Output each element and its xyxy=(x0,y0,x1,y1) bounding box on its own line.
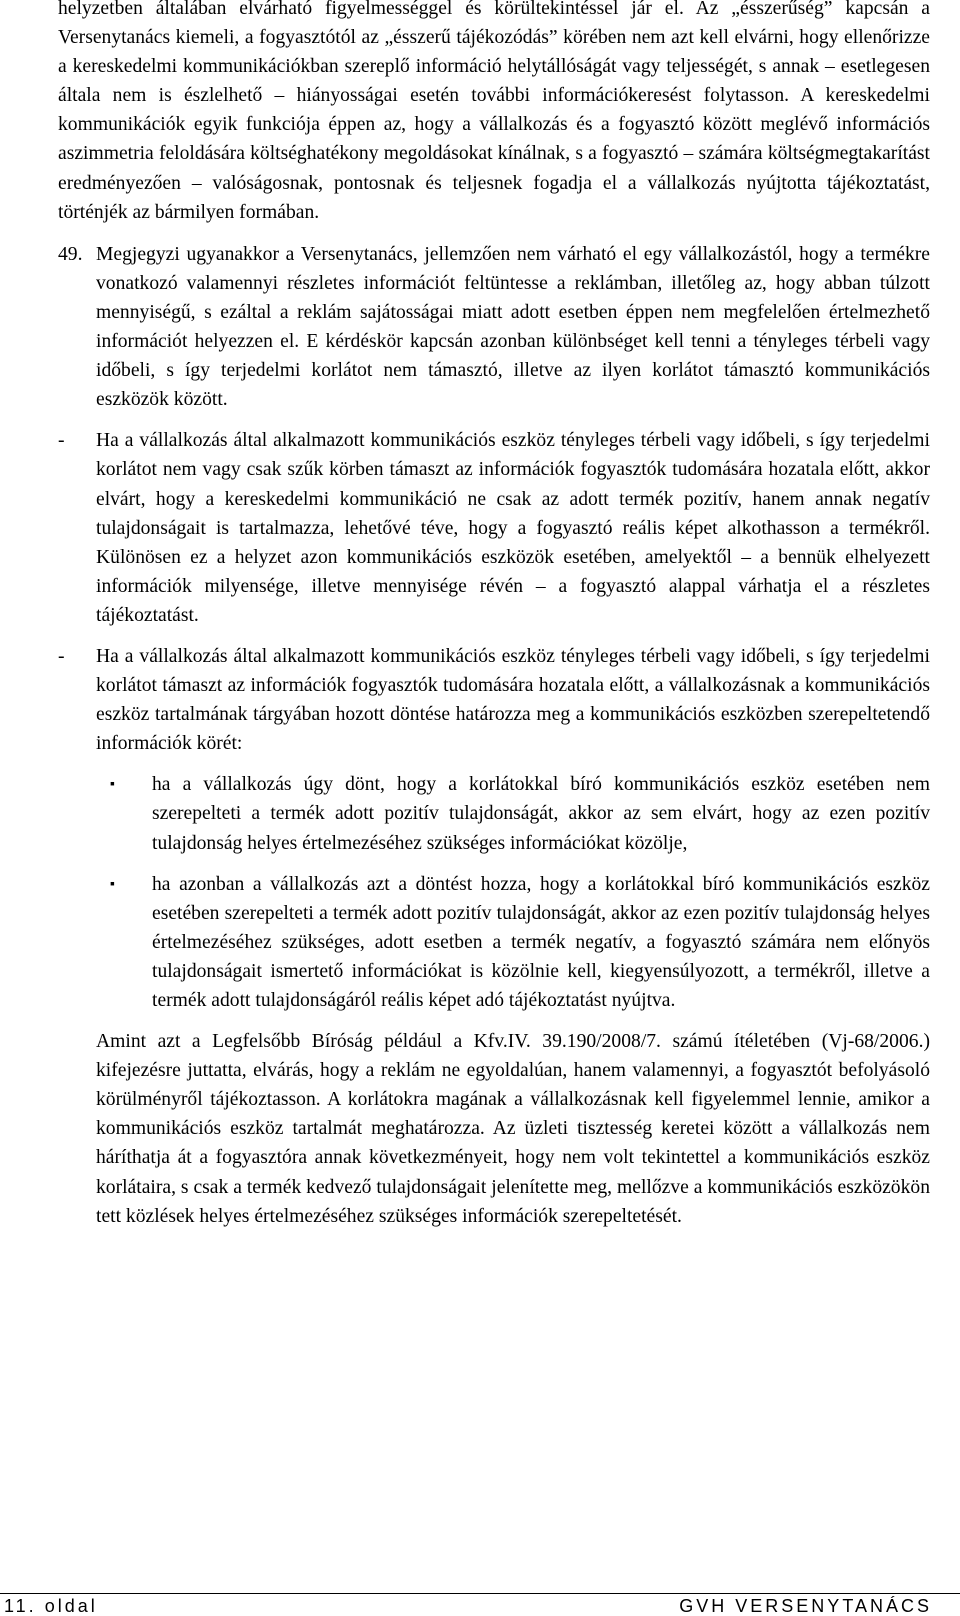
bullet-item-text: ha a vállalkozás úgy dönt, hogy a korlátokkal bíró kommunikációs eszköz esetében nem szerepelteti a termék adott pozitív tulajdonságát, akkor az sem elvárt, hogy az ezen pozitív tulajdonság helyes értelmezéséhez szükséges információkat közölje, xyxy=(152,774,930,854)
bullet-list-item xyxy=(58,770,930,857)
continued-paragraph: helyzetben általában elvárható figyelmességgel és körültekintéssel jár el. Az „ésszerűség” kapcsán a Versenytanács kiemeli, a fogyasztótól az „ésszerű tájékozódás” körében nem azt kell elvárni, hogy ellenőrizze a kereskedelmi kommunikációkban szereplő információ helytállóságát vagy teljességét, s annak – esetlegesen általa nem is észlelhető – hiányosságai esetén további információkeresést folytasson. A kereskedelmi kommunikációk egyik funkciója éppen az, hogy a vállalkozás és a fogyasztó között meglévő információs aszimmetria feloldására költséghatékony megoldásokat kínálnak, s a fogyasztó – számára költségmegtakarítást eredményezően – valóságosnak, pontosnak és teljesnek fogadja el a vállalkozás nyújtotta tájékoztatást, történjék az bármilyen formában. xyxy=(58,0,930,223)
dash-item-text: Ha a vállalkozás által alkalmazott kommunikációs eszköz tényleges térbeli vagy időbeli, s így terjedelmi korlátot nem vagy csak szűk körben támaszt az információk fogyasztók tudomására hozatala előtt, akkor elvárt, hogy a kereskedelmi kommunikáció ne csak az adott termék pozitív, hanem annak negatív tulajdonságait is tartalmazza, lehetővé téve, hogy a fogyasztó reális képet alkothasson a termékről. Különösen ez a helyzet azon kommunikációs eszközök esetében, amelyektől – a bennük elhelyezett információk milyensége, illetve mennyisége révén – a fogyasztó alappal várhatja el a részletes tájékoztatást. xyxy=(96,430,930,626)
bullet-item-text: ha azonban a vállalkozás azt a döntést hozza, hogy a korlátokkal bíró kommunikációs eszköz esetében szerepelteti a termék adott pozitív tulajdonságát, akkor az ezen pozitív tulajdonság helyes értelmezéséhez szükséges, adott esetben a termék negatív, a fogyasztó számára nem előnyös tulajdonságait ismertető információkat is közölnie kell, kiegyensúlyozott, a termékről, illetve a termék adott tulajdonságáról reális képet adó tájékoztatást nyújtva. xyxy=(152,873,930,1011)
footer-divider xyxy=(0,1593,960,1594)
organization-name: GVH VERSENYTANÁCS xyxy=(679,1596,932,1616)
dash-list-item xyxy=(58,642,930,758)
dash-list-item xyxy=(58,426,930,630)
page-footer xyxy=(4,1596,932,1616)
bullet-list-item xyxy=(58,870,930,1015)
square-bullet-icon: ▪ xyxy=(110,777,115,793)
dash-item-text: Ha a vállalkozás által alkalmazott kommunikációs eszköz tényleges térbeli vagy időbeli, s így terjedelmi korlátot támaszt az információk fogyasztók tudomására hozatala előtt, a vállalkozásnak a kommunikációs eszköz tartalmának tárgyában hozott döntése határozza meg a kommunikációs eszközben szerepeltetendő információk körét: xyxy=(96,645,930,755)
dash-marker: - xyxy=(58,430,65,452)
closing-paragraph: Amint azt a Legfelsőbb Bíróság például a Kfv.IV. 39.190/2008/7. számú ítéletében (Vj-68/2006.) kifejezésre juttatta, elvárás, hogy a reklám ne egyoldalúan, hanem valamennyi, a fogyasztót befolyásoló körülményről tájékoztasson. A korlátokra magának a vállalkozásnak kell figyelemmel lennie, amikor a kommunikációs eszköz tartalmát meghatározza. Az üzleti tisztesség keretei között a vállalkozás nem háríthatja át a fogyasztóra annak következményeit, hogy nem volt tekintettel a kommunikációs eszköz korlátaira, s csak a termék kedvező tulajdonságait jelenítette meg, mellőzve a kommunikációs eszközökön tett közlések helyes értelmezéséhez szükséges információk szerepeltetését. xyxy=(96,1031,930,1227)
page-number: 11. oldal xyxy=(4,1596,98,1616)
paragraph-text: Megjegyzi ugyanakkor a Versenytanács, jellemzően nem várható el egy vállalkozástól, hogy a termékre vonatkozó valamennyi részletes információt feltüntesse a reklámban, illetőleg az, hogy abban túlzott mennyiségű, s ezáltal a reklám sajátosságai miatt adott esetben éppen nem megfelelően értelmezhető információt helyezzen el. E kérdéskör kapcsán azonban különbséget kell tenni a tényleges térbeli vagy időbeli, s így terjedelmi korlátot nem támasztó, illetve az ilyen korlátot támasztó kommunikációs eszközök között. xyxy=(96,243,930,411)
paragraph-number: 49. xyxy=(58,243,83,265)
document-body xyxy=(58,0,930,1231)
numbered-paragraph-49 xyxy=(58,240,930,415)
dash-marker: - xyxy=(58,645,65,667)
square-bullet-icon: ▪ xyxy=(110,876,115,892)
